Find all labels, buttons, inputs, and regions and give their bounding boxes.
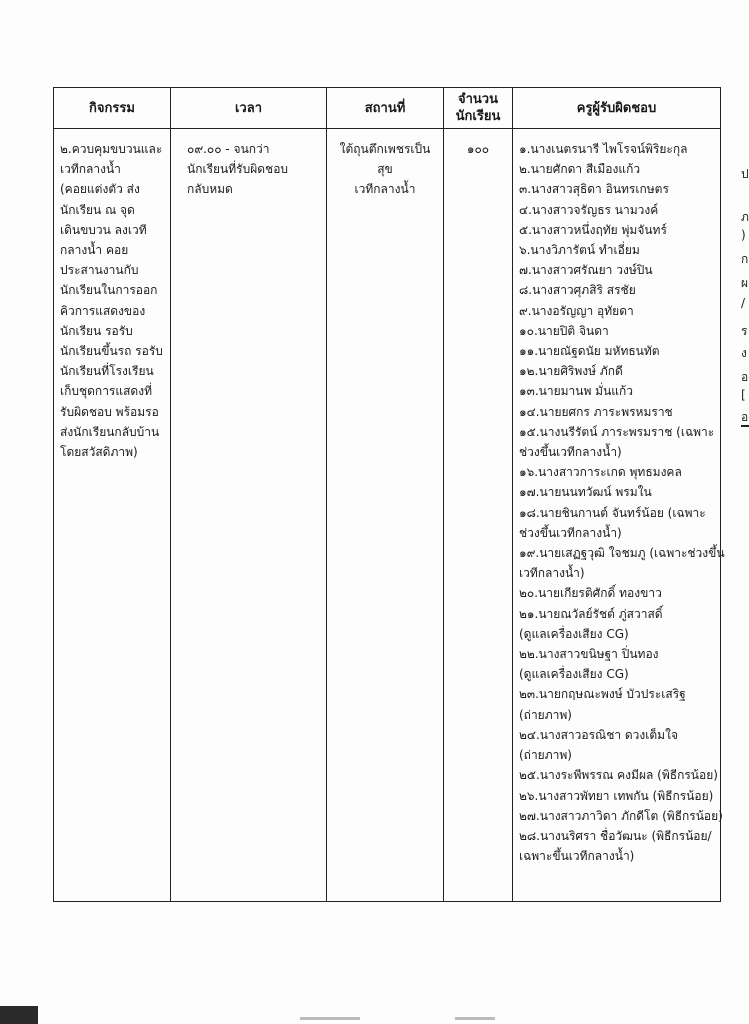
- time-text-line: นักเรียนที่รับผิดชอบ: [187, 162, 289, 177]
- teacher-entry: ๔.นางสาวจรัญธร นามวงค์: [519, 202, 659, 217]
- teacher-entry: ๑๐.นายปิติ จินดา: [519, 323, 609, 338]
- activity-text-line: เก็บชุดการแสดงที่: [60, 384, 152, 399]
- activity-text-line: นักเรียนขึ้นรถ รอรับ: [60, 344, 163, 359]
- teacher-entry-note: (ถ่ายภาพ): [519, 707, 572, 722]
- teacher-entry: ๑๕.นางนรีรัตน์ ภาระพรมราช (เฉพาะ: [519, 424, 715, 439]
- activity-text-line: ประสานงานกับ: [60, 263, 139, 278]
- edge-underline: [741, 425, 749, 427]
- activity-text-line: เวทีกลางน้ำ: [60, 162, 121, 177]
- activity-text-line: เดินขบวน ลงเวที: [60, 222, 147, 237]
- student-count-cell: ๑๐๐: [444, 129, 513, 902]
- teacher-entry: ๒.นายศักดา สีเมืองแก้ว: [519, 162, 641, 177]
- teacher-entry-note: ช่วงขึ้นเวทีกลางน้ำ): [519, 525, 622, 540]
- teacher-entry: ๗.นางสาวศรัณยา วงษ์ปิน: [519, 263, 653, 278]
- teacher-entry: ๘.นางสาวศุภสิริ สรชัย: [519, 283, 636, 298]
- place-text-line: เวทีกลางน้ำ: [354, 182, 416, 197]
- teacher-entry: ๒๐.นายเกียรติศักดิ์ ทองขาว: [519, 586, 662, 601]
- activity-text-line: ส่งนักเรียนกลับบ้าน: [60, 424, 160, 439]
- teacher-entry: ๑๔.นายยศกร ภาระพรหมราช: [519, 404, 673, 419]
- header-count-line2: นักเรียน: [455, 109, 501, 124]
- edge-fragment: /: [741, 296, 746, 310]
- activity-text-line: ๒.ควบคุมขบวนและ: [60, 142, 163, 156]
- teacher-entry: ๑๗.นายนนทวัฒน์ พรมใน: [519, 485, 652, 500]
- edge-fragment: ง: [741, 346, 747, 360]
- edge-fragment: ป: [741, 167, 749, 181]
- header-place: สถานที่: [327, 88, 444, 129]
- teacher-entry: ๒๕.นางระพีพรรณ คงมีผล (พิธีกรน้อย): [519, 768, 718, 783]
- teacher-entry-note: (ถ่ายภาพ): [519, 748, 572, 763]
- teacher-entry: ๒๗.นางสาวภาวิดา ภักดีโต (พิธีกรน้อย): [519, 808, 723, 823]
- edge-fragment: ก: [741, 252, 749, 266]
- teacher-entry: ๙.นางอรัญญา อุทัยดา: [519, 303, 634, 318]
- edge-fragment: ร: [741, 324, 748, 338]
- scan-smudge: [0, 1006, 38, 1024]
- teacher-entry-note: เวทีกลางน้ำ): [519, 566, 585, 581]
- teacher-entry: ๕.นางสาวหนึ่งฤทัย พุ่มจันทร์: [519, 222, 667, 237]
- teacher-entry: ๑๒.นายศิริพงษ์ ภักดี: [519, 364, 623, 379]
- scan-artifact: [455, 1017, 495, 1020]
- activity-text-line: นักเรียน ณ จุด: [60, 202, 135, 217]
- activity-text-line: (คอยแต่งตัว ส่ง: [60, 182, 140, 197]
- teacher-entry: ๑.นางเนตรนารี ไพโรจน์พิริยะกุล: [519, 142, 688, 156]
- header-student-count: [444, 88, 513, 129]
- teacher-entry-note: (ดูแลเครื่องเสียง CG): [519, 626, 629, 641]
- activity-text-line: นักเรียนในการออก: [60, 283, 158, 298]
- teacher-entry: ๒๔.นางสาวอรณิชา ดวงเต็มใจ: [519, 727, 678, 742]
- header-activity: กิจกรรม: [54, 88, 171, 129]
- teacher-entry: ๓.นางสาวสุธิดา อินทรเกษตร: [519, 182, 669, 197]
- edge-fragment: ภ: [741, 210, 749, 224]
- header-responsible-teachers: ครูผู้รับผิดชอบ: [513, 88, 721, 129]
- activity-text-line: รับผิดชอบ พร้อมรอ: [60, 404, 159, 419]
- teacher-entry-note: ช่วงขึ้นเวทีกลางน้ำ): [519, 445, 622, 460]
- place-text-line: ใต้ถุนตึกเพชรเป็น: [339, 142, 431, 156]
- scan-artifact: [300, 1017, 360, 1020]
- teacher-entry: ๑๑.นายณัฐดนัย มหัทธนทัต: [519, 344, 660, 359]
- activity-text-line: นักเรียน รอรับ: [60, 323, 133, 338]
- edge-fragment: อ: [741, 370, 749, 384]
- time-text-line: กลับหมด: [187, 182, 233, 197]
- time-cell: [171, 129, 327, 902]
- place-cell: [327, 129, 444, 902]
- teacher-entry: ๑๘.นายชินกานต์ จันทร์น้อย (เฉพาะ: [519, 505, 706, 520]
- teacher-entry: ๒๒.นางสาวขนิษฐา ปิ่นทอง: [519, 647, 659, 662]
- edge-fragment: อ: [741, 410, 749, 424]
- teacher-entry-note: (ดูแลเครื่องเสียง CG): [519, 667, 629, 682]
- activity-text-line: โดยสวัสดิภาพ): [60, 445, 138, 460]
- teacher-entry: ๒๑.นายณวัลย์รัชต์ ภู่สวาสดิ์: [519, 606, 663, 621]
- responsibility-table: [53, 87, 725, 902]
- teacher-entry: ๑๙.นายเสฏฐวุฒิ ใจชมภู (เฉพาะช่วงขึ้น: [519, 546, 725, 561]
- activity-text-line: คิวการแสดงของ: [60, 303, 146, 318]
- activity-text-line: กลางน้ำ คอย: [60, 243, 129, 258]
- adjacent-page-edge: [741, 0, 749, 430]
- edge-fragment: ): [741, 228, 746, 242]
- place-text-line: สุข: [377, 162, 393, 177]
- teacher-entry: ๒๓.นายกฤษณะพงษ์ บัวประเสริฐ: [519, 687, 686, 702]
- teacher-entry: ๑๖.นางสาวการะเกด พุทธมงคล: [519, 465, 682, 480]
- table-row: [54, 129, 721, 902]
- header-time: เวลา: [171, 88, 327, 129]
- teacher-entry: ๒๖.นางสาวพัทยา เทพกัน (พิธีกรน้อย): [519, 788, 714, 803]
- teacher-entry-note: เฉพาะขึ้นเวทีกลางน้ำ): [519, 849, 635, 864]
- teacher-entry: ๑๓.นายมานพ มั่นแก้ว: [519, 384, 634, 399]
- edge-fragment: [: [741, 388, 746, 402]
- edge-fragment: ผ: [741, 276, 749, 290]
- activity-text-line: นักเรียนที่โรงเรียน: [60, 364, 154, 379]
- teacher-list-cell: [513, 129, 725, 902]
- teacher-entry: ๒๘.นางนริศรา ชื่อวัฒนะ (พิธีกรน้อย/: [519, 828, 712, 843]
- time-text-line: ๐๙.๐๐ - จนกว่า: [187, 142, 270, 156]
- table-header-row: [54, 88, 721, 129]
- activity-cell: [54, 129, 171, 902]
- header-count-line1: จำนวน: [458, 92, 498, 107]
- teacher-entry: ๖.นางวิภารัตน์ ทำเอี่ยม: [519, 243, 640, 258]
